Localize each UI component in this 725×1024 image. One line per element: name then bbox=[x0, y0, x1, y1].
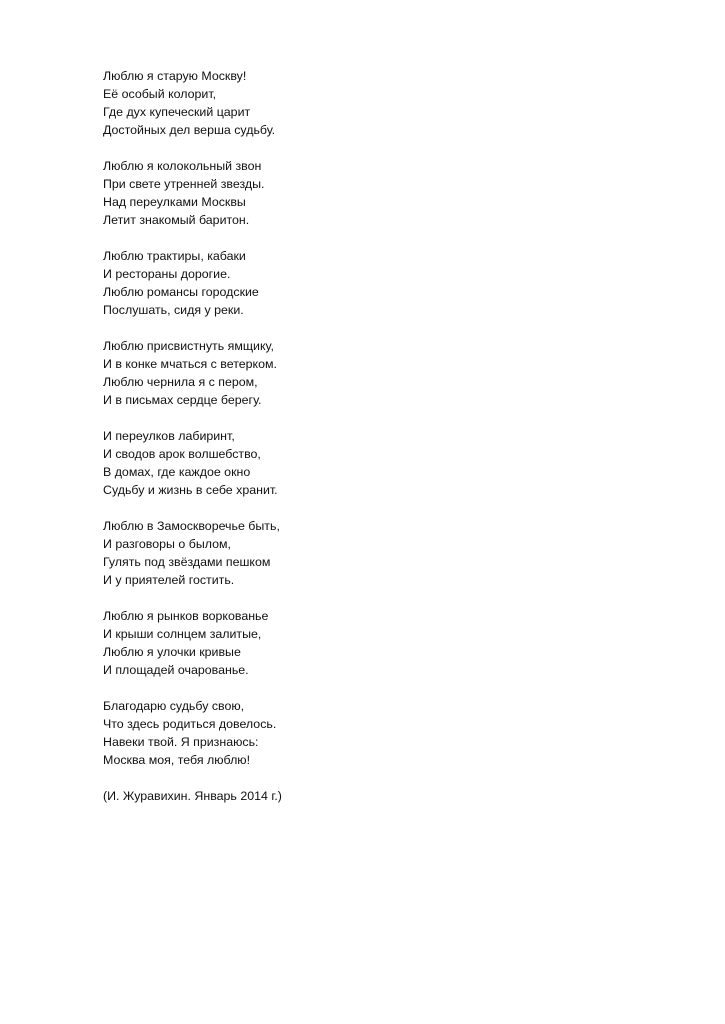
poem-line: И площадей очарованье. bbox=[103, 663, 249, 677]
poem-line: И у приятелей гостить. bbox=[103, 573, 235, 587]
poem-line: Где дух купеческий царит bbox=[103, 105, 251, 119]
poem-line: Благодарю судьбу свою, bbox=[103, 699, 245, 713]
stanza-2 bbox=[103, 157, 663, 229]
poem-line: Люблю романсы городские bbox=[103, 285, 259, 299]
stanza-4 bbox=[103, 337, 663, 409]
author-signature: (И. Журавихин. Январь 2014 г.) bbox=[103, 789, 282, 803]
poem-line: И в письмах сердце берегу. bbox=[103, 393, 262, 407]
stanza-8 bbox=[103, 697, 663, 769]
poem-line: И в конке мчаться с ветерком. bbox=[103, 357, 277, 371]
poem-line: Что здесь родиться довелось. bbox=[103, 717, 277, 731]
poem-line: Послушать, сидя у реки. bbox=[103, 303, 244, 317]
poem-line: Люблю я рынков воркованье bbox=[103, 609, 269, 623]
poem-line: И рестораны дорогие. bbox=[103, 267, 231, 281]
poem-line: Люблю трактиры, кабаки bbox=[103, 249, 246, 263]
poem-line: Люблю чернила я с пером, bbox=[103, 375, 258, 389]
poem-line: В домах, где каждое окно bbox=[103, 465, 251, 479]
poem-line: И крыши солнцем залитые, bbox=[103, 627, 262, 641]
poem-line: Летит знакомый баритон. bbox=[103, 213, 250, 227]
stanza-1 bbox=[103, 67, 663, 139]
poem bbox=[103, 67, 663, 805]
poem-line: Москва моя, тебя люблю! bbox=[103, 753, 251, 767]
poem-line: Гулять под звёздами пешком bbox=[103, 555, 271, 569]
poem-line: Люблю я колокольный звон bbox=[103, 159, 262, 173]
poem-line: И сводов арок волшебство, bbox=[103, 447, 261, 461]
poem-line: Люблю я улочки кривые bbox=[103, 645, 241, 659]
poem-line: Судьбу и жизнь в себе хранит. bbox=[103, 483, 278, 497]
stanza-7 bbox=[103, 607, 663, 679]
poem-line: И разговоры о былом, bbox=[103, 537, 231, 551]
poem-line: Над переулками Москвы bbox=[103, 195, 246, 209]
poem-line: Люблю в Замоскворечье быть, bbox=[103, 519, 280, 533]
poem-line: Люблю присвистнуть ямщику, bbox=[103, 339, 274, 353]
poem-line: Люблю я старую Москву! bbox=[103, 69, 247, 83]
stanza-5 bbox=[103, 427, 663, 499]
poem-line: Навеки твой. Я признаюсь: bbox=[103, 735, 259, 749]
poem-line: При свете утренней звезды. bbox=[103, 177, 265, 191]
stanza-6 bbox=[103, 517, 663, 589]
poem-line: Её особый колорит, bbox=[103, 87, 217, 101]
stanza-3 bbox=[103, 247, 663, 319]
poem-line: Достойных дел верша судьбу. bbox=[103, 123, 276, 137]
poem-line: И переулков лабиринт, bbox=[103, 429, 235, 443]
